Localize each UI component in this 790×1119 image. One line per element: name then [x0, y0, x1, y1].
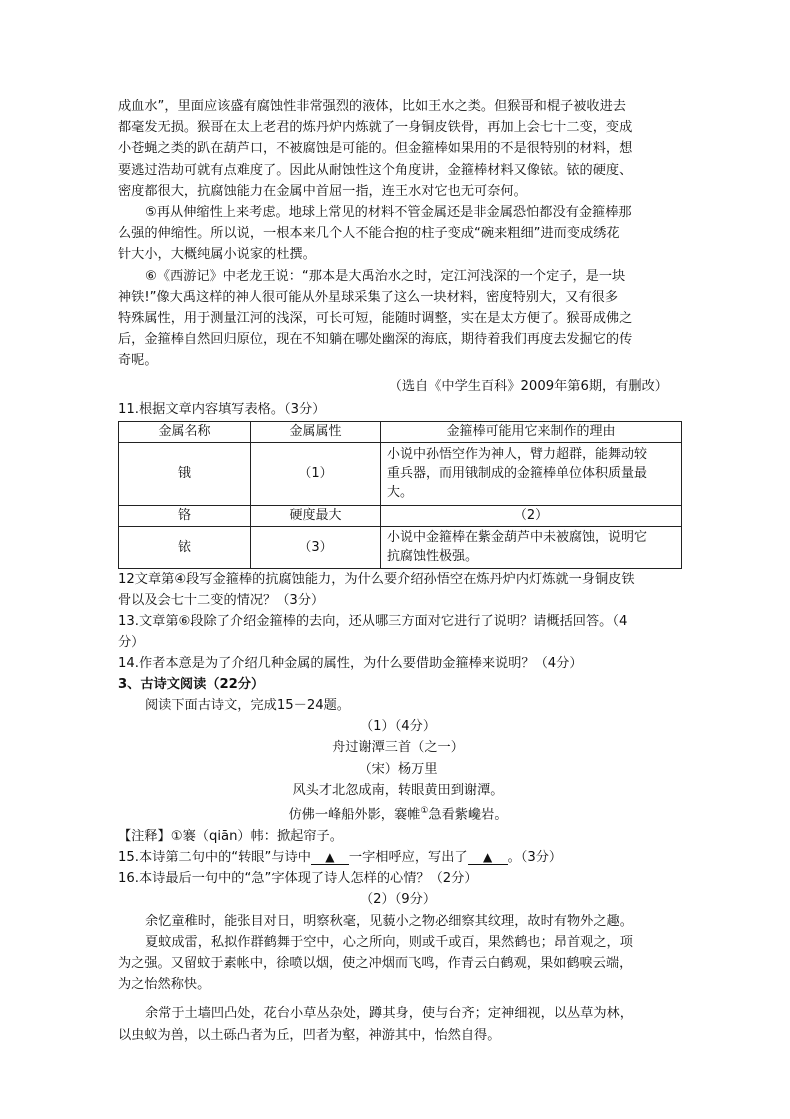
table-cell-reason: [381, 526, 682, 568]
prose-part-label: （2）（9分）: [359, 892, 437, 908]
reason-line: 小说中孙悟空作为神人，臂力超群，能舞动较: [387, 447, 648, 463]
text-line: 么强的伸缩性。所以说，一根本来几个人不能合抱的柱子变成“碗来粗细”进而变成绣花: [118, 226, 620, 242]
text-line: 夏蚊成雷，私拟作群鹤舞于空中，心之所向，则或千或百，果然鹤也；昂首观之，项: [145, 934, 633, 950]
table-header-cell: 金属属性: [251, 421, 381, 442]
source-citation: （选自《中学生百科》2009年第6期，有删改）: [388, 378, 668, 394]
text-line: 余常于土墙凹凸处，花台小草丛杂处，蹲其身，使与台齐；定神细视，以丛草为林，: [145, 1006, 633, 1022]
text-line: 以虫蚁为兽，以土砾凸者为丘，凹者为壑，神游其中，怡然自得。: [118, 1027, 501, 1043]
poem-line-2: [118, 801, 678, 826]
text-line: 要逃过浩劫可就有点难度了。因此从耐蚀性这个角度讲，金箍棒材料又像铱。铱的硬度、: [118, 162, 633, 178]
table-row: [119, 442, 682, 505]
text-line: 奇呢。: [118, 353, 158, 369]
poem-line-1: 风头才北忽成南，转眼黄田到谢潭。: [292, 783, 504, 799]
question-14: 14.作者本意是为了介绍几种金属的属性，为什么要借助金箍棒来说明？（4分）: [118, 655, 583, 671]
text-line: 为之强。又留蚊于素帐中，徐喷以烟，使之冲烟而飞鸣，作青云白鹤观，果如鹤唳云端，: [118, 956, 633, 972]
prose-paragraph-1: 余忆童稚时，能张目对日，明察秋毫，见藐小之物必细察其纹理，故时有物外之趣。: [145, 913, 633, 929]
table-header-row: [119, 421, 682, 442]
poem-text: 急看紫巉岩。: [428, 807, 508, 823]
text-line: 特殊属性，用于测量江河的浅深，可长可短，能随时调整，实在是太方便了。猴哥成佛之: [118, 311, 633, 327]
reason-line: 重兵器，而用锇制成的金箍棒单位体积质量最: [387, 466, 648, 482]
text-line: 为之怡然称快。: [118, 977, 211, 993]
question-text: 一字相呼应，写出了: [348, 850, 468, 866]
question-12: [118, 569, 678, 611]
table-row: [119, 505, 682, 526]
document-page: [118, 96, 678, 1046]
metal-table: [118, 421, 682, 569]
table-header-cell: 金箍棒可能用它来制作的理由: [381, 421, 682, 442]
footnote-marker: ①: [420, 806, 429, 817]
poem-title: 舟过谢潭三首（之一）: [332, 740, 464, 756]
question-15: [118, 847, 678, 868]
table-cell-metal: 铱: [119, 526, 251, 568]
text-line: 后，金箍棒自然回归原位，现在不知躺在哪处幽深的海底，期待着我们再度去发掘它的传: [118, 332, 633, 348]
blank-marker-icon: ▲: [325, 850, 335, 865]
poem-text: 仿佛一峰船外影，褰帷: [288, 807, 421, 823]
answer-blank[interactable]: [311, 850, 349, 865]
text-line: ⑥《西游记》中老龙王说：“那本是大禹治水之时，定江河浅深的一个定子，是一块: [145, 268, 626, 284]
reason-line: 大。: [387, 485, 414, 501]
reason-line: 抗腐蚀性极强。: [387, 549, 479, 565]
table-cell-property: （3）: [251, 526, 381, 568]
section-intro: 阅读下面古诗文，完成15－24题。: [145, 697, 350, 713]
text-line: 成血水”，里面应该盛有腐蚀性非常强烈的液体，比如王水之类。但猴哥和棍子被收进去: [118, 99, 626, 114]
text-line: 都毫发无损。猴哥在太上老君的炼丹炉内炼就了一身铜皮铁骨，再加上会七十二变，变成: [118, 120, 633, 136]
table-cell-metal: 铬: [119, 505, 251, 526]
passage-paragraph-4: [118, 96, 678, 202]
passage-paragraph-6: [118, 266, 678, 372]
text-line: 小苍蝇之类的趴在葫芦口，不被腐蚀是可能的。但金箍棒如果用的不是很特别的材料，想: [118, 141, 633, 157]
text-line: ⑤再从伸缩性上来考虑。地球上常见的材料不管金属还是非金属恐怕都没有金箍棒那: [145, 205, 632, 221]
text-line: 密度都很大，抗腐蚀能力在金属中首屈一指，连王水对它也无可奈何。: [118, 183, 527, 199]
table-cell-property: （1）: [251, 442, 381, 505]
table-row: [119, 526, 682, 568]
question-text: 15.本诗第二句中的“转眼”与诗中: [118, 850, 311, 866]
passage-paragraph-5: [118, 202, 678, 266]
text-line: 针大小，大概纯属小说家的杜撰。: [118, 247, 316, 263]
question-text: 。（3分）: [507, 850, 563, 866]
text-line: 分）: [118, 634, 145, 650]
prose-block: [118, 889, 678, 1046]
table-cell-metal: 锇: [119, 442, 251, 505]
question-13: [118, 611, 678, 653]
table-cell-reason: [381, 505, 682, 526]
section-title: 3、古诗文阅读（22分）: [118, 676, 265, 692]
reason-line: （2）: [513, 508, 549, 524]
answer-blank[interactable]: [468, 850, 508, 865]
poem-note: 【注释】①褰（qiān）帏：掀起帘子。: [118, 829, 343, 845]
table-cell-property: 硬度最大: [251, 505, 381, 526]
text-line: 骨以及会七十二变的情况？（3分）: [118, 592, 325, 608]
poem-author: （宋）杨万里: [358, 761, 438, 777]
poem-part-label: （1）（4分）: [359, 718, 437, 734]
poem-block: [118, 716, 678, 826]
text-line: 12文章第④段写金箍棒的抗腐蚀能力，为什么要介绍孙悟空在炼丹炉内灯炼就一身铜皮铁: [118, 571, 635, 587]
table-header-cell: 金属名称: [119, 421, 251, 442]
blank-marker-icon: ▲: [482, 850, 493, 865]
text-line: 神铁!”像大禹这样的神人很可能从外星球采集了这么一块材料，密度特别大，又有很多: [118, 289, 619, 305]
reason-line: 小说中金箍棒在紫金葫芦中未被腐蚀，说明它: [387, 530, 648, 546]
question-11: 11.根据文章内容填写表格。（3分）: [118, 401, 326, 417]
table-cell-reason: [381, 442, 682, 505]
text-line: 13.文章第⑥段除了介绍金箍棒的去向，还从哪三方面对它进行了说明？请概括回答。（4: [118, 613, 628, 629]
question-16: 16.本诗最后一句中的“急”字体现了诗人怎样的心情？（2分）: [118, 871, 478, 887]
